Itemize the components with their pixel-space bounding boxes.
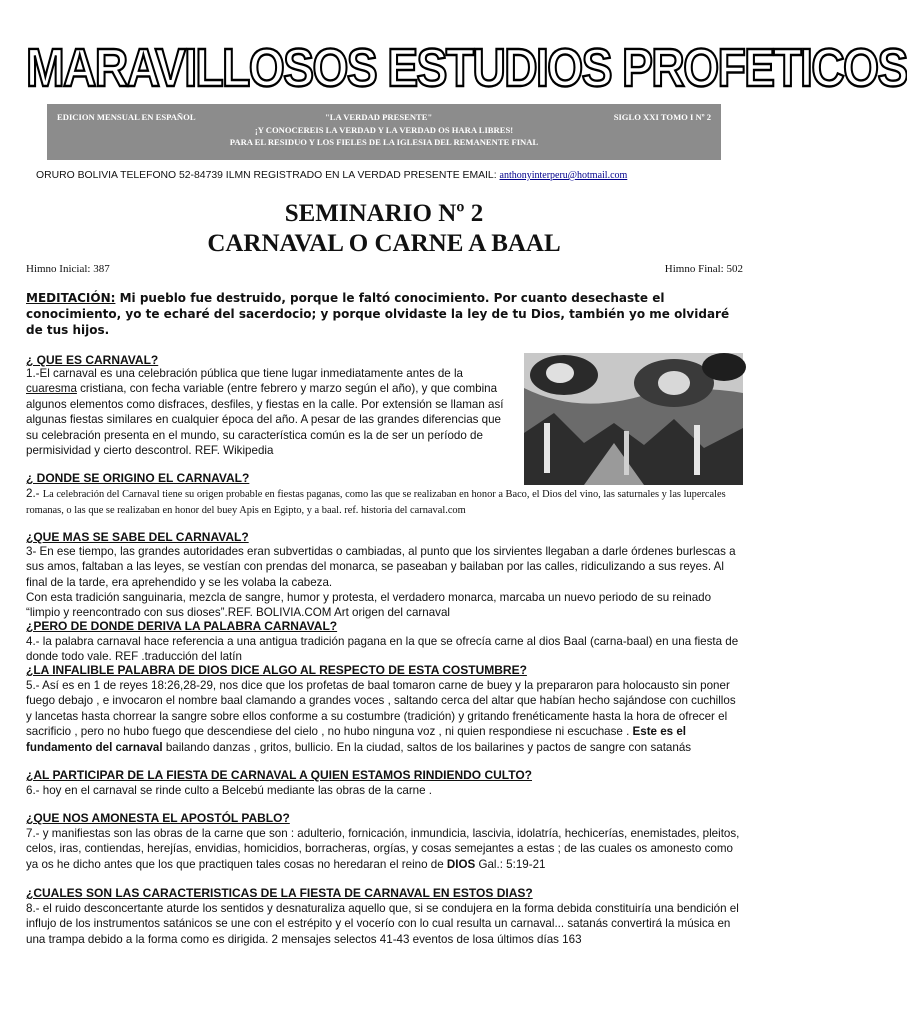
email-link[interactable]: anthonyinterperu@hotmail.com xyxy=(499,170,628,181)
contact-text: ORURO BOLIVIA TELEFONO 52-84739 ILMN REGISTRADO EN LA VERDAD PRESENTE EMAIL: xyxy=(36,170,497,181)
edition-label: EDICION MENSUAL EN ESPAÑOL xyxy=(57,112,196,122)
header-motto: ¡Y CONOCEREIS LA VERDAD Y LA VERDAD OS HARA LIBRES! xyxy=(254,125,514,135)
banner-title: MARAVILLOSOS ESTUDIOS PROFETICOS xyxy=(26,38,907,98)
meditation-label: MEDITACIÓN: xyxy=(26,291,116,305)
paragraph-7 xyxy=(26,826,744,872)
paragraph-4: 4.- la palabra carnaval hace referencia a una antigua tradición pagana en la que se ofrecía carne al dios Baal (carna-baal) en una fiesta de donde todo vale. REF .traducción del latín xyxy=(26,635,739,664)
hymn-final: Himno Final: 502 xyxy=(664,263,743,275)
paragraph-3: 3- En ese tiempo, las grandes autoridades eran subvertidas o cambiadas, al punto que los sirvientes llegaban a darle órdenes burlescas a sus amos, faltaban a las leyes, se vestían con prendas del monarca, se paseaban y bailaban por las calles, ridiculizando a sus reyes. Al final de la tarde, era aprehendido y se les volaba la cabeza. xyxy=(26,545,736,589)
carnival-photo xyxy=(524,353,743,485)
paragraph-1-text-b: cristiana, con fecha variable (entre febrero y marzo según el año), y que combina algunos elementos como disfraces, desfiles, y fiestas en la calle. Por extensión se llaman así algunas fiestas similares en cualquier época del año. A pesar de las grandes diferencias que su celebración presenta en el mundo, su característica común es la de ser un período de permisividad y cierto descontrol. REF. Wikipedia xyxy=(26,382,504,458)
paragraph-7-text-b: Gal.: 5:19-21 xyxy=(475,857,546,871)
paragraph-7-bold: DIOS xyxy=(446,857,476,871)
paragraph-7-text-a: 7.- y manifiestas son las obras de la carne que son : adulterio, fornicación, inmundicia, lascivia, idolatría, hechicerías, enemistades, pleitos, celos, iras, contiendas, herejías, envidias, homicidios, borracheras, orgías, y cosas semejantes a estas ; de las cuales os amonesto como ya os he dicho antes que los que practiquen tales cosas no heredaran el reino de xyxy=(26,827,740,871)
seminar-subtitle: CARNAVAL O CARNE A BAAL xyxy=(207,230,561,257)
paragraph-3b: Con esta tradición sanguinaria, mezcla de sangre, humor y protesta, el verdadero monarca, marcaba un nuevo periodo de su reinado “limpio y reencontrado con sus dioses”.REF. BOLIVIA.COM Art origen del carnaval xyxy=(26,591,712,620)
paragraph-5 xyxy=(26,678,744,755)
paragraph-5-bold: Este es el fundamento del carnaval xyxy=(26,725,687,754)
paragraph-8: 8.- el ruido desconcertante aturde los sentidos y desnaturaliza aquello que, si se condujera en la forma debida constituiría una bendición el influjo de los instrumentos satánicos se une con el estrépito y el vocerío con lo cual resulta un carnaval... satanás convertirá la música en una trampa debido a la forma como es dirigida. 2 mensajes selectos 41-43 eventos de losa últimos días 163 xyxy=(26,902,739,946)
paragraph-1-text-a: 1.-El carnaval es una celebración pública que tiene lugar inmediatamente antes de la xyxy=(26,367,463,380)
seminar-title: SEMINARIO Nº 2 xyxy=(284,200,484,227)
heading-caracteristicas: ¿CUALES SON LAS CARACTERISTICAS DE LA FIESTA DE CARNAVAL EN ESTOS DIAS? xyxy=(26,886,533,900)
paragraph-6: 6.- hoy en el carnaval se rinde culto a Belcebú mediante las obras de la carne . xyxy=(26,784,433,797)
heading-que-es-carnaval: ¿ QUE ES CARNAVAL? xyxy=(26,353,159,367)
cuaresma-link[interactable]: cuaresma xyxy=(26,382,77,396)
heading-palabra: ¿PERO DE DONDE DERIVA LA PALABRA CARNAVAL? xyxy=(26,619,338,633)
header-audience: PARA EL RESIDUO Y LOS FIELES DE LA IGLESIA DEL REMANENTE FINAL xyxy=(229,137,539,147)
paragraph-2-text: La celebración del Carnaval tiene su origen probable en fiestas paganas, como las que se realizaban en honor a Baco, el Dios del vino, las saturnales y las lupercales romanas, o las que se realizaban en honor del buey Apis en Egipto, y a baal. ref. historia del carnaval.com xyxy=(26,489,726,517)
paragraph-2 xyxy=(26,486,744,519)
heading-que-mas: ¿QUE MAS SE SABE DEL CARNAVAL? xyxy=(26,530,249,544)
meditation-text: Mi pueblo fue destruido, porque le faltó conocimiento. Por cuanto desechaste el conocimiento, yo te echaré del sacerdocio; y porque olvidaste la ley de tu Dios, también yo me olvidaré de tus hijos. xyxy=(26,291,730,337)
paragraph-5-text-a: 5.- Así es en 1 de reyes 18:26,28-29, nos dice que los profetas de baal tomaron carne de buey y la prepararon para holocausto sin poner fuego debajo , e invocaron el nombre baal clamando a grandes voces , saltando cerca del altar que habían hecho sajándose con cuchillos y lancetas hasta chorrear la sangre sobre ellos conforme a su costumbre (tradición) y gritando frenéticamente hasta la hora de ofrecer el sacrificio , pero no hubo fuego que descendiese del cielo , no hubo ninguna voz , ni quien respondiese ni escuchase . xyxy=(26,679,736,739)
heading-origen: ¿ DONDE SE ORIGINO EL CARNAVAL? xyxy=(26,471,250,485)
publication-name: "LA VERDAD PRESENTE" xyxy=(325,112,433,122)
paragraph-5-text-b: bailando danzas , gritos, bullicio. En la ciudad, saltos de los bailarines y pactos de sangre con satanás xyxy=(162,740,692,754)
contact-line xyxy=(36,170,627,181)
header-box xyxy=(47,104,721,160)
volume-label: SIGLO XXI TOMO I Nº 2 xyxy=(613,112,711,122)
heading-apostol-pablo: ¿QUE NOS AMONESTA EL APOSTÓL PABLO? xyxy=(26,811,290,825)
meditation xyxy=(26,290,744,338)
heading-culto: ¿AL PARTICIPAR DE LA FIESTA DE CARNAVAL A QUIEN ESTAMOS RINDIENDO CULTO? xyxy=(26,768,533,782)
hymn-initial: Himno Inicial: 387 xyxy=(26,263,110,275)
paragraph-2-number: 2.- xyxy=(26,487,43,500)
heading-palabra-de-dios: ¿LA INFALIBLE PALABRA DE DIOS DICE ALGO AL RESPECTO DE ESTA COSTUMBRE? xyxy=(26,663,527,677)
paragraph-1 xyxy=(26,366,516,458)
